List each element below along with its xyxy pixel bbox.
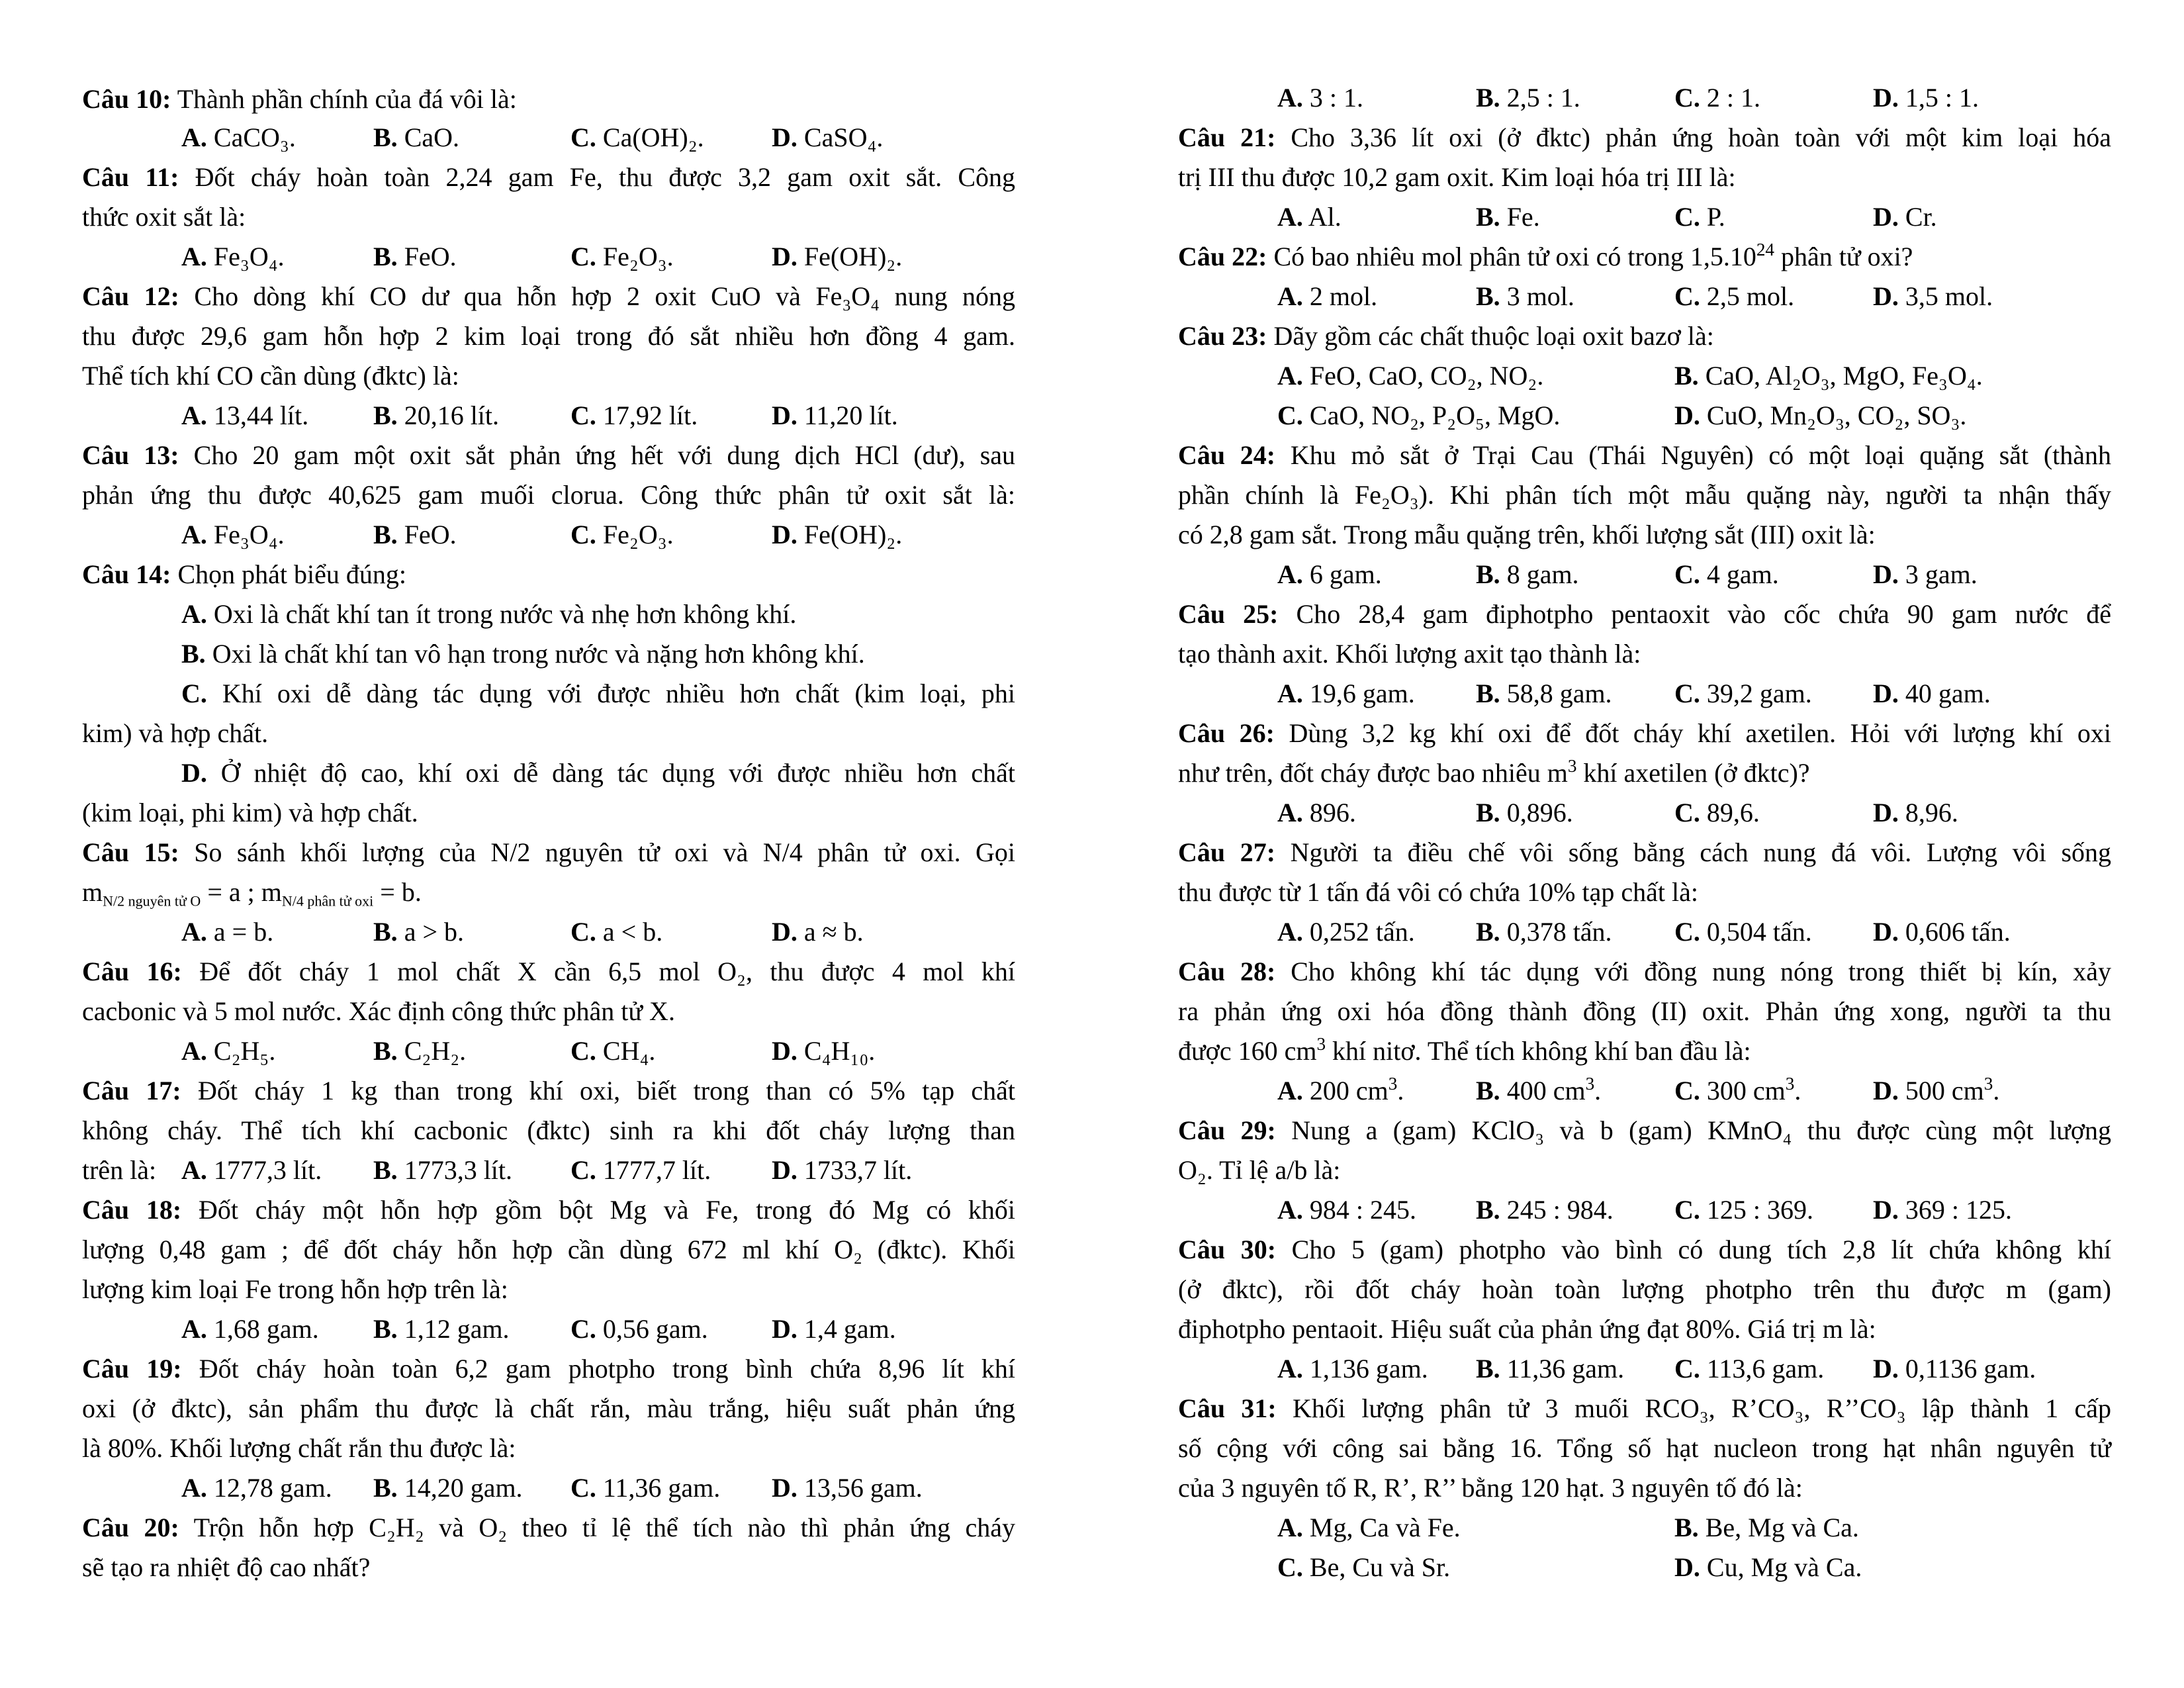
q19-option-a: A. 12,78 gam.: [181, 1473, 332, 1503]
question-20-line2: sẽ tạo ra nhiệt độ cao nhất?: [82, 1552, 371, 1582]
q20-option-a: A. 3 : 1.: [1277, 83, 1364, 113]
question-16-line2: cacbonic và 5 mol nước. Xác định công thức phân tử X.: [82, 996, 675, 1026]
q20-option-b: B. 2,5 : 1.: [1476, 83, 1580, 113]
q10-option-a: A. CaCO₃.: [181, 122, 296, 152]
question-21-line2: trị III thu được 10,2 gam oxit. Kim loại hóa trị III là:: [1178, 162, 1736, 192]
question-10: [82, 79, 517, 119]
q11-option-c: C. Fe₂O₃.: [570, 242, 674, 271]
q19-option-b: B. 14,20 gam.: [373, 1473, 523, 1503]
q31-option-d: D. Cu, Mg và Ca.: [1674, 1552, 1862, 1582]
q16-option-c: C. CH₄.: [570, 1036, 656, 1066]
q12-option-a: A. 13,44 lít.: [181, 400, 309, 430]
q24-option-d: D. 3 gam.: [1873, 559, 1978, 589]
q24-option-b: B. 8 gam.: [1476, 559, 1579, 589]
question-20: Câu 20: Trộn hỗn hợp C₂H₂ và O₂ theo tỉ lệ thể tích nào thì phản ứng cháy: [82, 1513, 1016, 1542]
question-31: Câu 31: Khối lượng phân tử 3 muối RCO₃, R’CO₃, R’’CO₃ lập thành 1 cấp: [1178, 1393, 2112, 1423]
q30-option-b: B. 11,36 gam.: [1476, 1354, 1625, 1383]
question-12-line2: thu được 29,6 gam hỗn hợp 2 kim loại trong đó sắt nhiều hơn đồng 4 gam.: [82, 321, 1015, 351]
q29-option-d: D. 369 : 125.: [1873, 1195, 2013, 1225]
q18-option-b: B. 1,12 gam.: [373, 1314, 510, 1344]
q10-option-b: B. CaO.: [373, 122, 460, 152]
q21-option-d: D. Cr.: [1873, 202, 1937, 232]
question-number: Câu 22:: [1178, 242, 1267, 271]
q12-option-b: B. 20,16 lít.: [373, 400, 500, 430]
q24-option-a: A. 6 gam.: [1277, 559, 1382, 589]
q15-option-a: A. a = b.: [181, 917, 274, 947]
question-17: Câu 17: Đốt cháy 1 kg than trong khí oxi, biết trong than có 5% tạp chất: [82, 1076, 1015, 1105]
q28-option-c: C. 300 $cm^3$.: [1674, 1074, 1801, 1105]
q16-option-d: D. C₄H₁₀.: [772, 1036, 876, 1066]
q30-option-a: A. 1,136 gam.: [1277, 1354, 1428, 1383]
q18-option-d: D. 1,4 gam.: [772, 1314, 896, 1344]
question-12: Câu 12: Cho dòng khí CO dư qua hỗn hợp 2 oxit CuO và Fe₃O₄ nung nóng: [82, 281, 1016, 311]
question-24-line3: có 2,8 gam sắt. Trong mẫu quặng trên, khối lượng sắt (III) oxit là:: [1178, 520, 1876, 549]
question-16: Câu 16: Để đốt cháy 1 mol chất X cần 6,5 mol O₂, thu được 4 mol khí: [82, 957, 1016, 986]
question-28-line3: được 160 $cm^3$ khí nitơ. Thể tích không khí ban đầu là:: [1178, 1034, 1751, 1066]
question-number: Câu 18:: [82, 1195, 182, 1225]
q15-option-d: D. a ≈ b.: [772, 917, 864, 947]
question-28-line2: ra phản ứng oxi hóa đồng thành đồng (II) oxit. Phản ứng xong, người ta thu: [1178, 996, 2111, 1026]
question-11: Câu 11: Đốt cháy hoàn toàn 2,24 gam Fe, thu được 3,2 gam oxit sắt. Công: [82, 162, 1016, 192]
question-17-line3: trên là:: [82, 1155, 157, 1185]
question-27: Câu 27: Người ta điều chế vôi sống bằng cách nung đá vôi. Lượng vôi sống: [1178, 837, 2112, 867]
question-number: Câu 19:: [82, 1354, 182, 1383]
q17-option-c: C. 1777,7 lít.: [570, 1155, 711, 1185]
question-number: Câu 24:: [1178, 440, 1276, 470]
q21-option-c: C. P.: [1674, 202, 1725, 232]
question-19-line2: oxi (ở đktc), sản phẩm thu được là chất rắn, màu trắng, hiệu suất phản ứng: [82, 1393, 1015, 1423]
question-18: Câu 18: Đốt cháy một hỗn hợp gồm bột Mg và Fe, trong đó Mg có khối: [82, 1195, 1015, 1225]
q16-option-a: A. C₂H₅.: [181, 1036, 276, 1066]
question-23: Câu 23: Dãy gồm các chất thuộc loại oxit bazơ là:: [1178, 321, 1714, 351]
q16-option-b: B. C₂H₂.: [373, 1036, 467, 1066]
q24-option-c: C. 4 gam.: [1674, 559, 1779, 589]
q26-option-c: C. 89,6.: [1674, 798, 1760, 827]
question-28: Câu 28: Cho không khí tác dụng với đồng nung nóng trong thiết bị kín, xảy: [1178, 957, 2111, 986]
q12-option-d: D. 11,20 lít.: [772, 400, 898, 430]
q13-option-a: A. Fe₃O₄.: [181, 520, 285, 549]
question-number: Câu 20:: [82, 1513, 179, 1542]
q17-option-d: D. 1733,7 lít.: [772, 1155, 913, 1185]
question-19-line3: là 80%. Khối lượng chất rắn thu được là:: [82, 1433, 516, 1463]
q17-option-a: A. 1777,3 lít.: [181, 1155, 322, 1185]
q28-option-b: B. 400 $cm^3$.: [1476, 1074, 1602, 1105]
q29-option-a: A. 984 : 245.: [1277, 1195, 1417, 1225]
q11-option-b: B. FeO.: [373, 242, 457, 271]
question-number: Câu 28:: [1178, 957, 1276, 986]
q28-option-d: D. 500 $cm^3$.: [1873, 1074, 2000, 1105]
question-number: Câu 21:: [1178, 122, 1276, 152]
question-24: Câu 24: Khu mỏ sắt ở Trại Cau (Thái Nguyên) có một loại quặng sắt (thành: [1178, 440, 2112, 470]
q25-option-c: C. 39,2 gam.: [1674, 679, 1812, 708]
q14-option-d: D. Ở nhiệt độ cao, khí oxi dễ dàng tác dụng với được nhiều hơn chất: [181, 758, 1015, 788]
q11-option-a: A. Fe₃O₄.: [181, 242, 285, 271]
question-number: Câu 17:: [82, 1076, 181, 1105]
q26-option-a: A. 896.: [1277, 798, 1356, 827]
question-number: Câu 25:: [1178, 599, 1279, 629]
question-13-line2: phản ứng thu được 40,625 gam muối clorua. Công thức phân tử oxit sắt là:: [82, 480, 1015, 510]
q23-option-a: A. FeO, CaO, CO₂, NO₂.: [1277, 361, 1544, 391]
q30-option-c: C. 113,6 gam.: [1674, 1354, 1825, 1383]
question-number: Câu 15:: [82, 837, 179, 867]
question-18-line3: lượng kim loại Fe trong hỗn hợp trên là:: [82, 1274, 508, 1304]
q23-option-d: D. CuO, Mn₂O₃, CO₂, SO₃.: [1674, 400, 1967, 430]
question-19: Câu 19: Đốt cháy hoàn toàn 6,2 gam photpho trong bình chứa 8,96 lít khí: [82, 1354, 1016, 1383]
q17-option-b: B. 1773,3 lít.: [373, 1155, 513, 1185]
q18-option-a: A. 1,68 gam.: [181, 1314, 319, 1344]
q28-option-a: A. 200 $cm^3$.: [1277, 1074, 1404, 1105]
question-number: Câu 13:: [82, 440, 179, 470]
q13-option-d: D. Fe(OH)₂.: [772, 520, 903, 549]
question-31-line3: của 3 nguyên tố R, R’, R’’ bằng 120 hạt. 3 nguyên tố đó là:: [1178, 1473, 1803, 1503]
q19-option-c: C. 11,36 gam.: [570, 1473, 721, 1503]
question-26: Câu 26: Dùng 3,2 kg khí oxi để đốt cháy khí axetilen. Hỏi với lượng khí oxi: [1178, 718, 2112, 748]
q22-option-a: A. 2 mol.: [1277, 281, 1378, 311]
question-number: Câu 14:: [82, 559, 171, 589]
q11-option-d: D. Fe(OH)₂.: [772, 242, 903, 271]
q25-option-d: D. 40 gam.: [1873, 679, 1991, 708]
q13-option-c: C. Fe₂O₃.: [570, 520, 674, 549]
q14-option-b: B. Oxi là chất khí tan vô hạn trong nước và nặng hơn không khí.: [181, 639, 865, 669]
question-number: Câu 26:: [1178, 718, 1275, 748]
question-29: Câu 29: Nung a (gam) KClO₃ và b (gam) KMnO₄ thu được cùng một lượng: [1178, 1115, 2112, 1145]
question-30-line3: điphotpho pentaoit. Hiệu suất của phản ứng đạt 80%. Giá trị m là:: [1178, 1314, 1876, 1344]
q27-option-d: D. 0,606 tấn.: [1873, 917, 2011, 947]
question-30: Câu 30: Cho 5 (gam) photpho vào bình có dung tích 2,8 lít chứa không khí: [1178, 1235, 2112, 1264]
question-number: Câu 10:: [82, 84, 171, 114]
q25-option-b: B. 58,8 gam.: [1476, 679, 1612, 708]
q31-option-b: B. Be, Mg và Ca.: [1674, 1513, 1859, 1542]
q21-option-a: A. Al.: [1277, 202, 1342, 232]
q10-option-d: D. CaSO₄.: [772, 122, 884, 152]
question-15-line2: mN/2 nguyên tử O = a ; mN/4 phân tử oxi = b.: [82, 877, 422, 910]
q30-option-d: D. 0,1136 gam.: [1873, 1354, 2036, 1383]
q22-option-c: C. 2,5 mol.: [1674, 281, 1795, 311]
question-26-line2: như trên, đốt cháy được bao nhiêu $m^3$ khí axetilen (ở đktc)?: [1178, 756, 1810, 788]
q21-option-b: B. Fe.: [1476, 202, 1540, 232]
question-22: Câu 22: Có bao nhiêu mol phân tử oxi có trong 1,5.10$^{24}$ phân tử oxi?: [1178, 240, 1913, 271]
q27-option-a: A. 0,252 tấn.: [1277, 917, 1415, 947]
q19-option-d: D. 13,56 gam.: [772, 1473, 923, 1503]
question-18-line2: lượng 0,48 gam ; để đốt cháy hỗn hợp cần dùng 672 ml khí O₂ (đktc). Khối: [82, 1235, 1015, 1264]
q14-option-c: C. Khí oxi dễ dàng tác dụng với được nhiều hơn chất (kim loại, phi: [181, 679, 1016, 708]
question-number: Câu 23:: [1178, 321, 1267, 351]
q14-option-a: A. Oxi là chất khí tan ít trong nước và nhẹ hơn không khí.: [181, 599, 797, 629]
q15-option-c: C. a < b.: [570, 917, 663, 947]
question-21: Câu 21: Cho 3,36 lít oxi (ở đktc) phản ứng hoàn toàn với một kim loại hóa: [1178, 122, 2111, 152]
question-27-line2: thu được từ 1 tấn đá vôi có chứa 10% tạp chất là:: [1178, 877, 1698, 907]
q13-option-b: B. FeO.: [373, 520, 457, 549]
q12-option-c: C. 17,92 lít.: [570, 400, 698, 430]
q15-option-b: B. a > b.: [373, 917, 464, 947]
q14-option-c-line2: kim) và hợp chất.: [82, 718, 269, 748]
question-14: Câu 14: Chọn phát biểu đúng:: [82, 559, 406, 589]
question-30-line2: (ở đktc), rồi đốt cháy hoàn toàn lượng photpho trên thu được m (gam): [1178, 1274, 2111, 1304]
q20-option-c: C. 2 : 1.: [1674, 83, 1761, 113]
question-number: Câu 12:: [82, 281, 179, 311]
question-number: Câu 31:: [1178, 1393, 1277, 1423]
question-number: Câu 27:: [1178, 837, 1276, 867]
q22-option-b: B. 3 mol.: [1476, 281, 1574, 311]
q26-option-d: D. 8,96.: [1873, 798, 1958, 827]
question-12-line3: Thể tích khí CO cần dùng (đktc) là:: [82, 361, 459, 391]
q14-option-d-line2: (kim loại, phi kim) và hợp chất.: [82, 798, 418, 827]
question-number: Câu 30:: [1178, 1235, 1277, 1264]
q27-option-b: B. 0,378 tấn.: [1476, 917, 1612, 947]
q29-option-c: C. 125 : 369.: [1674, 1195, 1814, 1225]
q27-option-c: C. 0,504 tấn.: [1674, 917, 1812, 947]
question-25: Câu 25: Cho 28,4 gam điphotpho pentaoxit vào cốc chứa 90 gam nước để: [1178, 599, 2112, 629]
q31-option-c: C. Be, Cu và Sr.: [1277, 1552, 1451, 1582]
question-11-line2: thức oxit sắt là:: [82, 202, 246, 232]
question-number: Câu 29:: [1178, 1115, 1276, 1145]
q23-option-b: B. CaO, Al₂O₃, MgO, Fe₃O₄.: [1674, 361, 1983, 391]
question-13: Câu 13: Cho 20 gam một oxit sắt phản ứng hết với dung dịch HCl (dư), sau: [82, 440, 1016, 470]
q29-option-b: B. 245 : 984.: [1476, 1195, 1614, 1225]
q20-option-d: D. 1,5 : 1.: [1873, 83, 1979, 113]
question-25-line2: tạo thành axit. Khối lượng axit tạo thành là:: [1178, 639, 1641, 669]
q22-option-d: D. 3,5 mol.: [1873, 281, 1993, 311]
question-17-line2: không cháy. Thể tích khí cacbonic (đktc) sinh ra khi đốt cháy lượng than: [82, 1115, 1015, 1145]
q26-option-b: B. 0,896.: [1476, 798, 1573, 827]
q25-option-a: A. 19,6 gam.: [1277, 679, 1415, 708]
q10-option-c: C. Ca(OH)₂.: [570, 122, 704, 152]
q31-option-a: A. Mg, Ca và Fe.: [1277, 1513, 1461, 1542]
question-number: Câu 16:: [82, 957, 182, 986]
question-stem: Thành phần chính của đá vôi là:: [177, 84, 517, 114]
question-31-line2: số cộng với công sai bằng 16. Tổng số hạt nucleon trong hạt nhân nguyên tử: [1178, 1433, 2111, 1463]
question-29-line2: O₂. Tỉ lệ a/b là:: [1178, 1155, 1341, 1185]
q18-option-c: C. 0,56 gam.: [570, 1314, 708, 1344]
question-number: Câu 11:: [82, 162, 179, 192]
q23-option-c: C. CaO, NO₂, P₂O₅, MgO.: [1277, 400, 1561, 430]
question-15: Câu 15: So sánh khối lượng của N/2 nguyên tử oxi và N/4 phân tử oxi. Gọi: [82, 837, 1016, 867]
question-24-line2: phần chính là Fe₂O₃). Khi phân tích một mẫu quặng này, người ta nhận thấy: [1178, 480, 2111, 510]
